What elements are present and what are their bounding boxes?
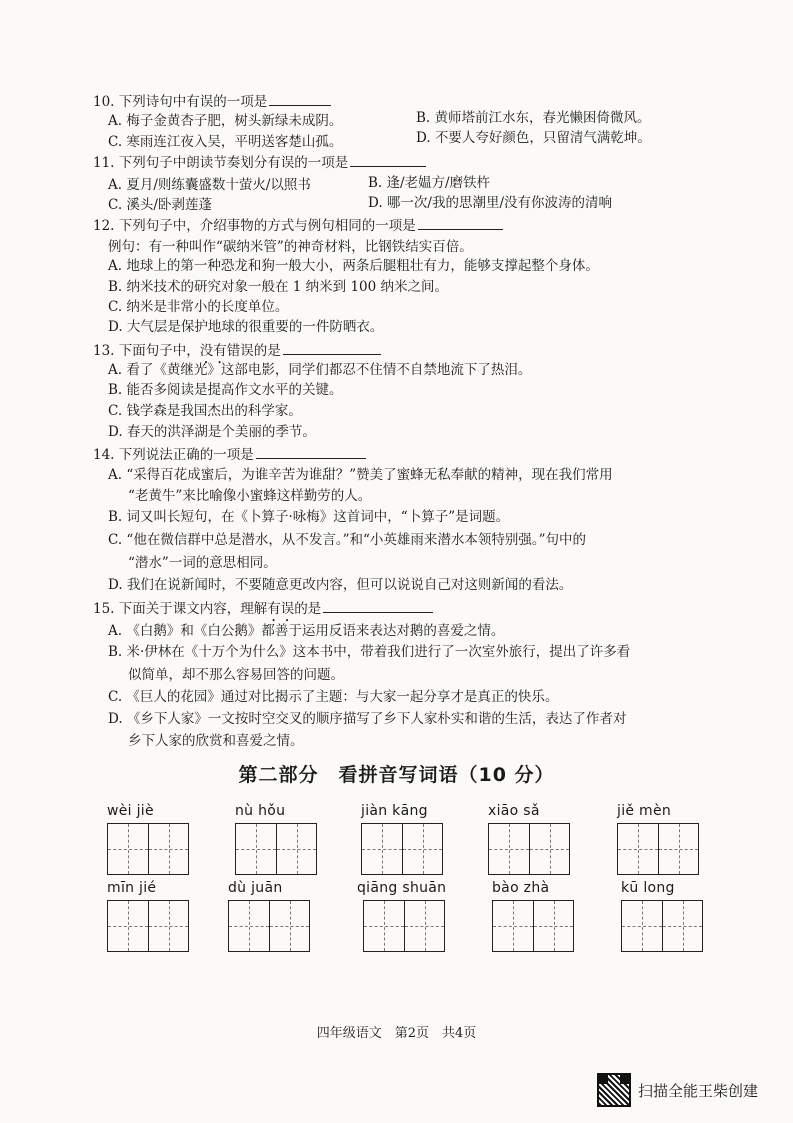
writing-grid[interactable] <box>492 900 574 952</box>
q14-option-b: B. 词又叫长短句，在《卜算子·咏梅》这首词中，“卜算子”是词题。 <box>108 509 510 525</box>
q14-option-c-line1: C. “他在微信群中总是潜水，从不发言。”和“小英雄雨来潜水本领特别强。”句中的 <box>108 532 587 548</box>
pinyin-label: mīn jié <box>107 880 157 896</box>
q10-option-a: A. 梅子金黄杏子肥，树头新绿未成阴。 <box>108 113 343 129</box>
writing-cell[interactable] <box>269 901 309 951</box>
q14-option-c-line2: “潜水”一词的意思相同。 <box>128 555 277 571</box>
writing-cell[interactable] <box>493 901 533 951</box>
writing-cell[interactable] <box>533 901 573 951</box>
pinyin-label: kū long <box>621 880 675 896</box>
pinyin-label: bào zhà <box>492 880 550 896</box>
writing-cell[interactable] <box>662 901 702 951</box>
q11-option-b: B. 逢/老媪方/磨铁杵 <box>368 175 491 191</box>
q10-stem: 10. 下列诗句中有误的一项是 <box>93 91 331 111</box>
q14-option-a-line1: A. “采得百花成蜜后，为谁辛苦为谁甜？”赞美了蜜蜂无私奉献的精神，现在我们常用 <box>108 467 613 483</box>
writing-grid[interactable] <box>107 823 189 875</box>
writing-cell[interactable] <box>618 824 658 874</box>
writing-cell[interactable] <box>229 901 269 951</box>
q11-option-a: A. 夏月/则练囊盛数十萤火/以照书 <box>108 177 311 193</box>
writing-grid[interactable] <box>228 900 310 952</box>
writing-cell[interactable] <box>148 824 188 874</box>
q11-option-d: D. 哪一次/我的思潮里/没有你波涛的清响 <box>368 195 613 211</box>
q15-option-b-line1: B. 米·伊林在《十万个为什么》这本书中，带着我们进行了一次室外旅行，提出了许多看 <box>108 644 631 660</box>
q14-option-d: D. 我们在说新闻时，不要随意更改内容，但可以说说自己对这则新闻的看法。 <box>108 577 573 593</box>
q15-option-b-line2: 似简单，却不那么容易回答的问题。 <box>128 667 344 683</box>
pinyin-label: xiāo sǎ <box>488 803 540 819</box>
writing-cell[interactable] <box>658 824 698 874</box>
pinyin-label: jiě mèn <box>617 803 672 819</box>
writing-grid[interactable] <box>363 900 445 952</box>
q13-stem: 13. 下面句子中，没有错误的是 <box>93 340 381 367</box>
q10-option-b: B. 黄师塔前江水东，春光懒困倚微风。 <box>416 110 651 126</box>
q11-stem: 11. 下列句子中朗读节奏划分有误的一项是 <box>93 152 426 172</box>
writing-cell[interactable] <box>402 824 442 874</box>
q14-stem: 14. 下列说法正确的一项是 <box>93 444 366 464</box>
pinyin-label: qiāng shuān <box>357 880 447 896</box>
page-footer: 四年级语文 第2页 共4页 <box>316 1026 477 1041</box>
q15-option-c: C. 《巨人的花园》通过对比揭示了主题：与大家一起分享才是真正的快乐。 <box>108 689 559 705</box>
q10-option-d: D. 不要人夸好颜色，只留清气满乾坤。 <box>416 130 651 146</box>
q13-emphasis: 没有 <box>199 343 227 359</box>
writing-cell[interactable] <box>108 824 148 874</box>
pinyin-label: nù hǒu <box>235 803 286 819</box>
scanner-watermark: 扫描全能王柴创建 <box>638 1082 759 1100</box>
writing-cell[interactable] <box>276 824 316 874</box>
q12-stem: 12. 下列句子中，介绍事物的方式与例句相同的一项是 <box>93 215 503 235</box>
q13-option-d: D. 春天的洪泽湖是个美丽的季节。 <box>108 424 316 440</box>
q15-stem: 15. 下面关于课文内容，理解有误的是 <box>93 598 433 625</box>
writing-cell[interactable] <box>148 901 188 951</box>
writing-cell[interactable] <box>108 901 148 951</box>
writing-cell[interactable] <box>362 824 402 874</box>
q15-option-a: A. 《白鹅》和《白公鹅》都善于运用反语来表达对鹅的喜爱之情。 <box>108 623 505 639</box>
q15-option-d-line1: D. 《乡下人家》一文按时空交叉的顺序描写了乡下人家朴实和谐的生活，表达了作者对 <box>108 711 627 727</box>
q14-option-a-line2: “老黄牛”来比喻像小蜜蜂这样勤劳的人。 <box>128 488 372 504</box>
writing-cell[interactable] <box>364 901 404 951</box>
writing-cell[interactable] <box>404 901 444 951</box>
pinyin-label: jiàn kāng <box>361 803 428 819</box>
writing-cell[interactable] <box>529 824 569 874</box>
q15-option-d-line2: 乡下人家的欣赏和喜爱之情。 <box>128 733 304 749</box>
pinyin-label: dù juān <box>228 880 283 896</box>
writing-cell[interactable] <box>236 824 276 874</box>
writing-grid[interactable] <box>235 823 317 875</box>
q12-option-b: B. 纳米技术的研究对象一般在 1 纳米到 100 纳米之间。 <box>108 279 449 295</box>
q11-option-c: C. 溪头/卧剥莲蓬 <box>108 197 212 213</box>
writing-cell[interactable] <box>622 901 662 951</box>
q13-option-c: C. 钱学森是我国杰出的科学家。 <box>108 403 302 419</box>
writing-grid[interactable] <box>107 900 189 952</box>
qr-code-icon <box>597 1073 631 1107</box>
pinyin-label: wèi jiè <box>107 803 154 819</box>
part2-title: 第二部分 看拼音写词语（10 分） <box>238 764 555 786</box>
q12-option-d: D. 大气层是保护地球的很重要的一件防晒衣。 <box>108 319 384 335</box>
writing-grid[interactable] <box>617 823 699 875</box>
q13-option-b: B. 能否多阅读是提高作文水平的关键。 <box>108 382 343 398</box>
q10-option-c: C. 寒雨连江夜入吴，平明送客楚山孤。 <box>108 134 343 150</box>
writing-grid[interactable] <box>621 900 703 952</box>
q12-example: 例句：有一种叫作“碳纳米管”的神奇材料，比钢铁结实百倍。 <box>108 239 473 255</box>
writing-grid[interactable] <box>361 823 443 875</box>
writing-grid[interactable] <box>488 823 570 875</box>
q12-option-a: A. 地球上的第一种恐龙和狗一般大小，两条后腿粗壮有力，能够支撑起整个身体。 <box>108 258 599 274</box>
q12-option-c: C. 纳米是非常小的长度单位。 <box>108 299 289 315</box>
q13-option-a: A. 看了《黄继光》这部电影，同学们都忍不住情不自禁地流下了热泪。 <box>108 362 532 378</box>
q15-emphasis: 有误 <box>267 601 295 617</box>
writing-cell[interactable] <box>489 824 529 874</box>
